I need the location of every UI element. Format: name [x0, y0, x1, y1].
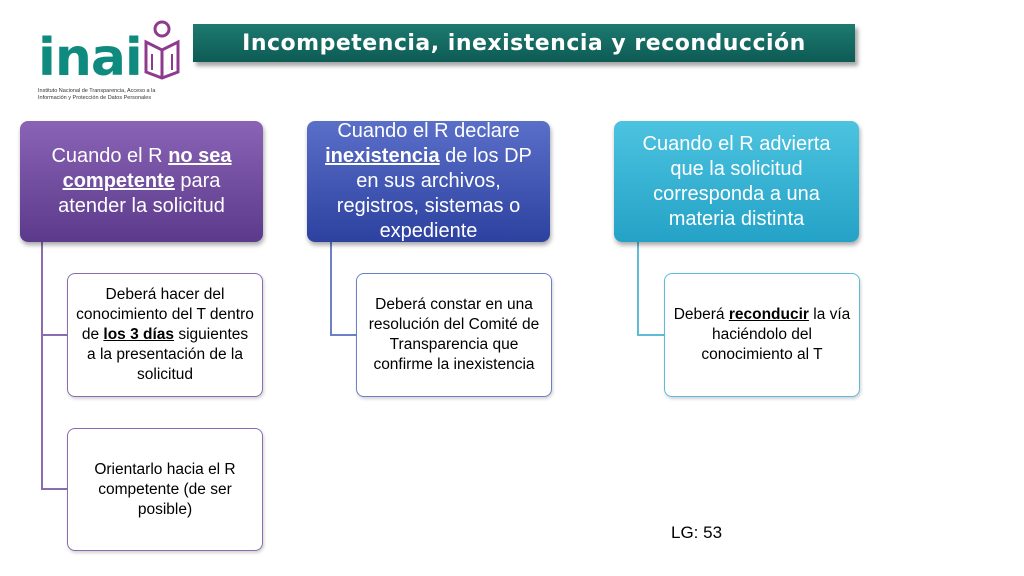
child-text-pre: Deberá hacer del conocimiento del T dentro de — [76, 286, 254, 343]
child-box-resolucion — [356, 273, 552, 397]
header-box-incompetencia — [20, 121, 263, 242]
child-text-post: siguientes a la presentación de la solicitud — [87, 326, 249, 383]
child-text-emphasis: los 3 días — [103, 326, 175, 343]
connector-col2 — [331, 242, 356, 335]
header-text-emphasis: inexistencia — [325, 145, 440, 167]
child-box-reconducir — [664, 273, 860, 397]
title-bar — [193, 24, 855, 62]
child-text-emphasis: reconducir — [728, 306, 809, 323]
connector-col3 — [638, 242, 664, 335]
header-text — [30, 144, 253, 219]
connector-col1 — [42, 242, 67, 489]
header-text-post: de los DP en sus archivos, registros, sistemas o expediente — [336, 145, 532, 242]
inai-logo — [38, 20, 188, 106]
child-text — [673, 305, 851, 365]
child-text-pre: Deberá — [673, 306, 729, 323]
header-text: Cuando el R advierta que la solicitud corresponda a una materia distinta — [642, 132, 831, 230]
header-text-post: para atender la solicitud — [58, 170, 225, 217]
header-box-inexistencia — [307, 121, 550, 242]
header-text-pre: Cuando el R — [51, 145, 169, 167]
logo-wordmark: inai — [38, 28, 142, 88]
child-text: Orientarlo hacia el R competente (de ser posible) — [94, 460, 236, 518]
reference-code: LG: 53 — [671, 523, 723, 542]
child-box-orientar — [67, 428, 263, 551]
child-box-plazo — [67, 273, 263, 397]
inai-logo-icon — [142, 20, 182, 80]
child-text: Deberá constar en una resolución del Comité de Transparencia que confirme la inexistencia — [368, 296, 540, 373]
child-text-post: la vía haciéndolo del conocimiento al T — [701, 306, 851, 363]
header-text — [317, 119, 540, 244]
header-text-pre: Cuando el R declare — [337, 120, 520, 142]
header-box-reconduccion — [614, 121, 859, 242]
child-text — [76, 285, 254, 385]
page-title: Incompetencia, inexistencia y reconducción — [242, 30, 806, 56]
logo-caption: Instituto Nacional de Transparencia, Acceso a la Información y Protección de Datos Personales — [38, 88, 156, 101]
header-text-emphasis: no sea competente — [62, 145, 232, 192]
